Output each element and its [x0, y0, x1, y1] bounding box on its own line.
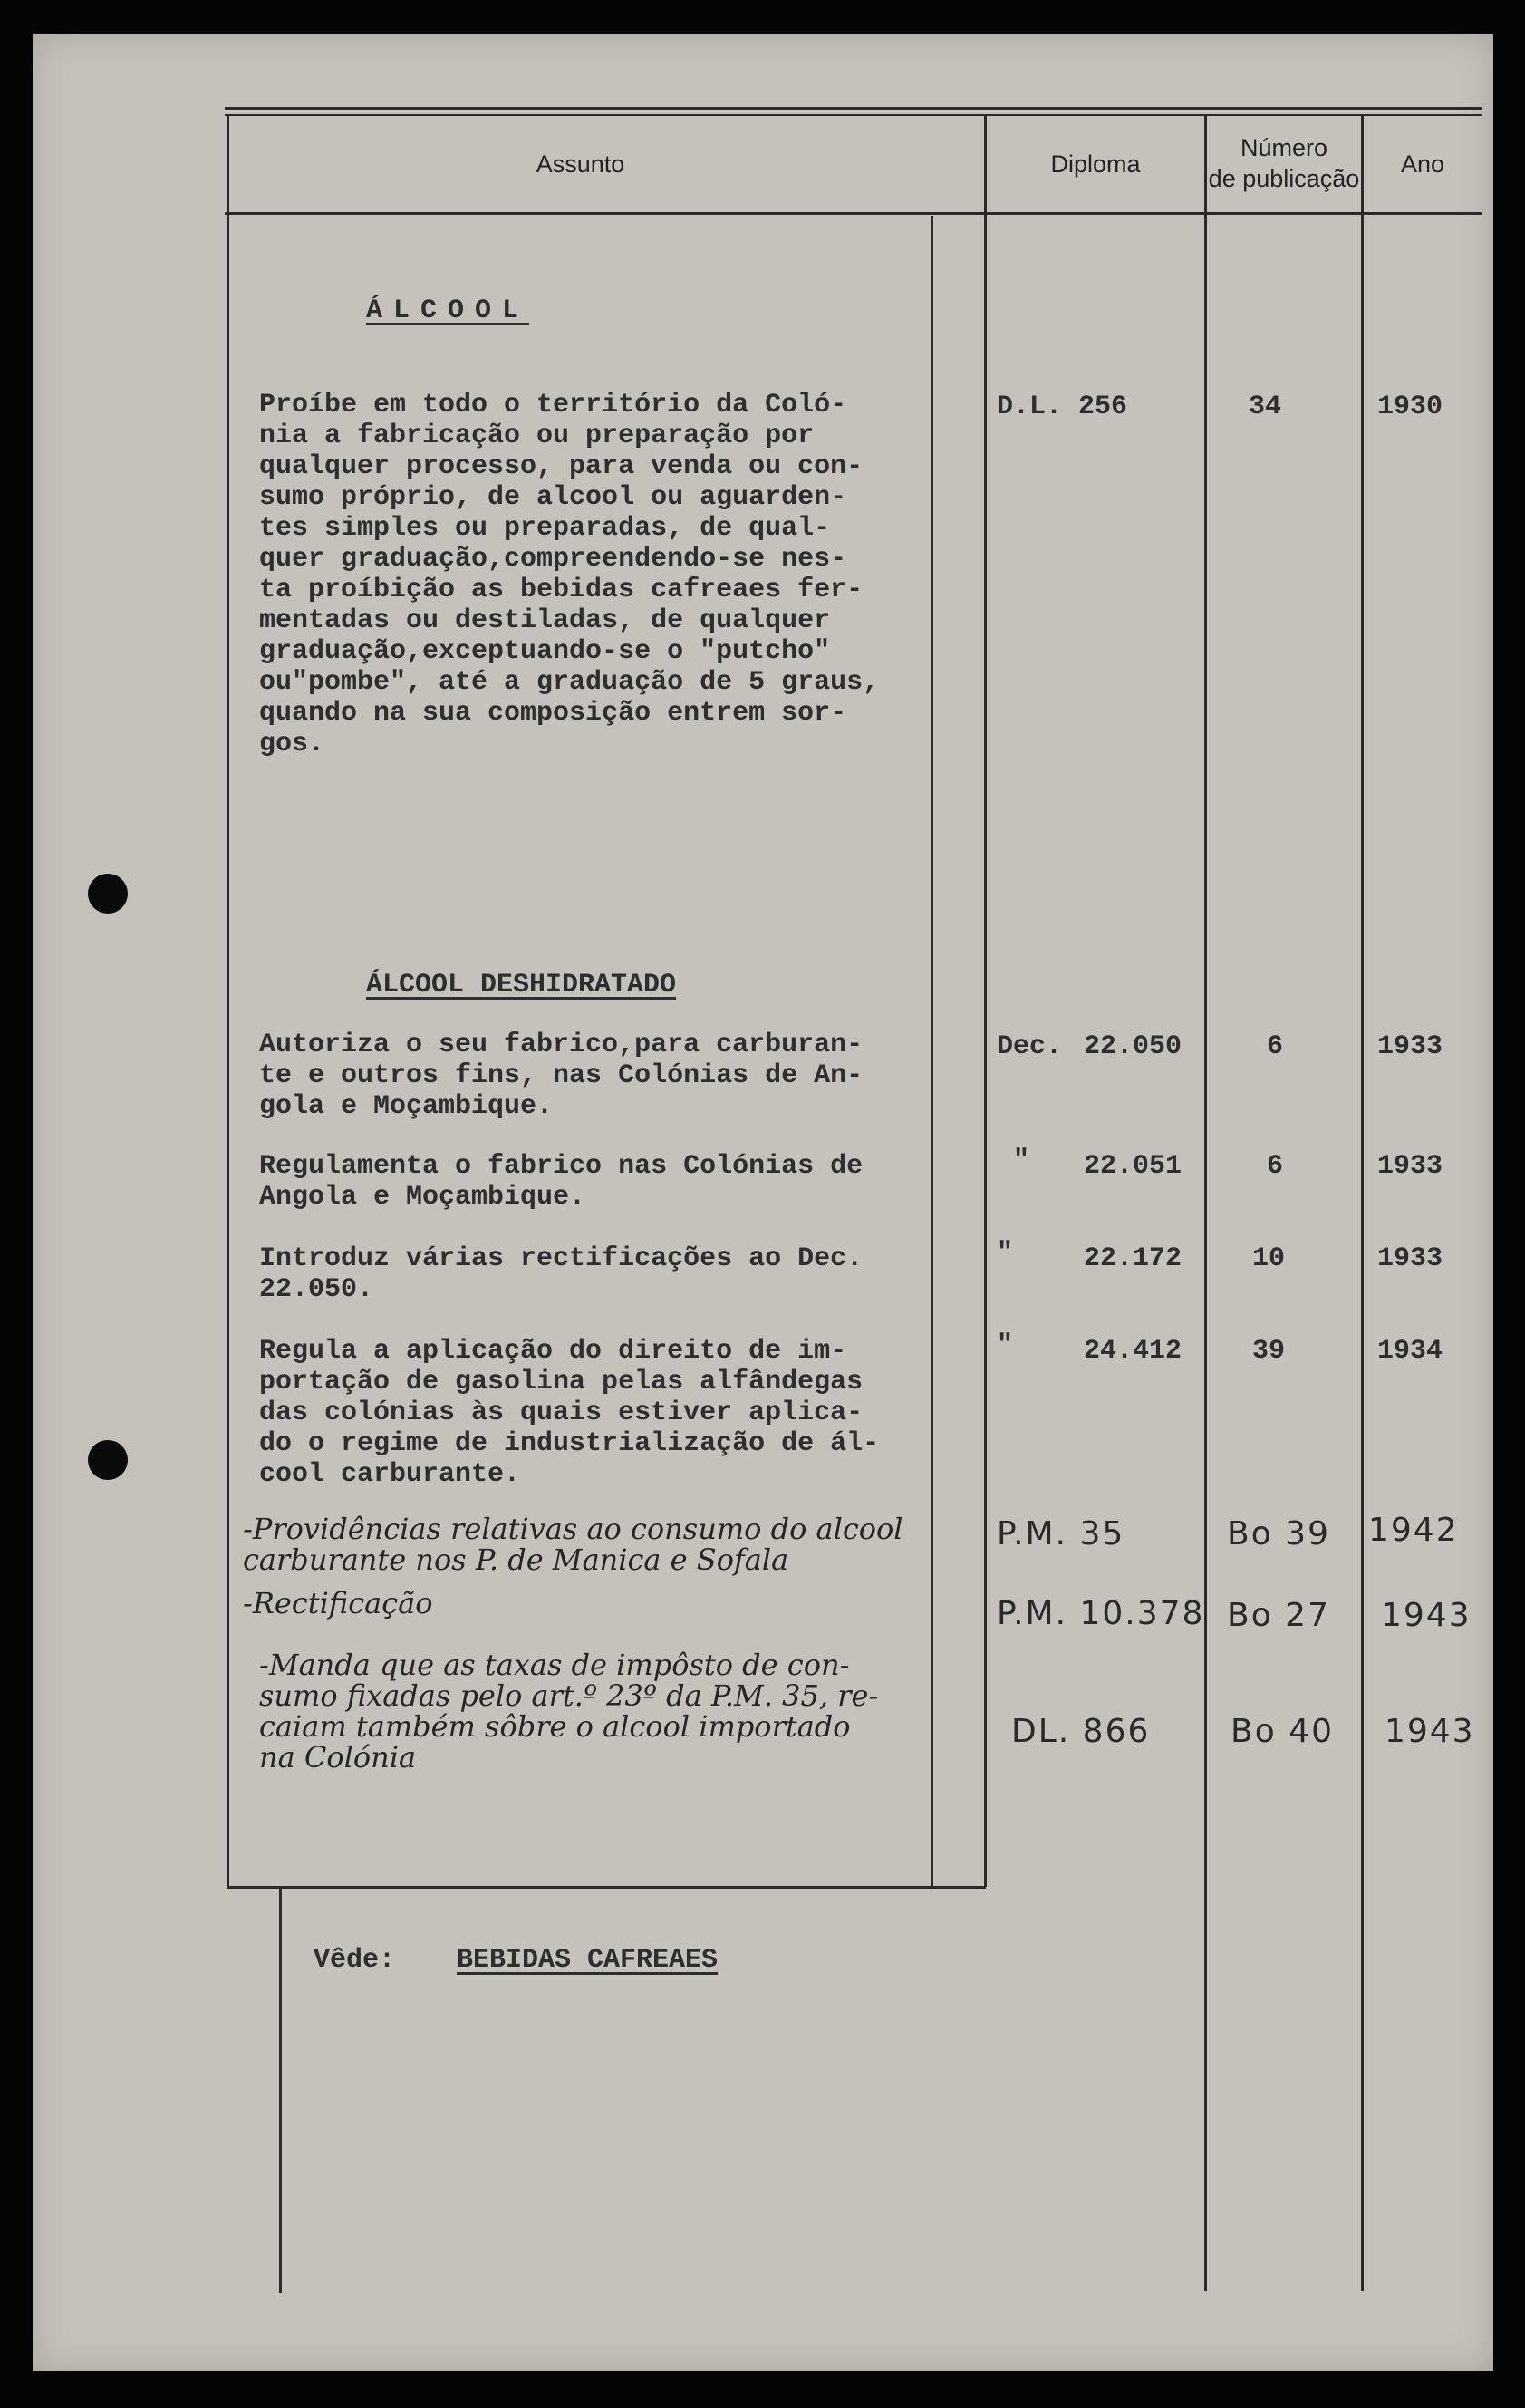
- desidratado-row-3-diploma-prefix: ": [997, 1238, 1014, 1269]
- punch-hole-top: [88, 874, 128, 914]
- index-card: [33, 34, 1493, 2371]
- assunto-inner-border: [931, 216, 933, 1887]
- handwritten-entry-3-numero: Bo 40: [1231, 1713, 1334, 1750]
- handwritten-entry-2-ano: 1943: [1381, 1597, 1472, 1634]
- alcool-diploma: D.L. 256: [997, 392, 1128, 422]
- handwritten-entry-2-numero: Bo 27: [1227, 1597, 1330, 1634]
- desidratado-row-4-text: Regula a aplicação do direito de im- portação de gasolina pelas alfândegas das colónias às quais estiver aplica- do o regime de industrialização de ál- cool carburante.: [259, 1336, 880, 1490]
- desidratado-section-title: ÁLCOOL DESHIDRATADO: [366, 970, 677, 1001]
- handwritten-entry-1-diploma: P.M. 35: [997, 1515, 1125, 1552]
- handwritten-entry-2-text: -Rectificação: [243, 1586, 433, 1620]
- alcool-ano: 1930: [1377, 392, 1443, 422]
- desidratado-row-3-ano: 1933: [1377, 1243, 1443, 1274]
- header-ano: Ano: [1400, 150, 1445, 178]
- handwritten-entry-3-diploma: DL. 866: [1011, 1713, 1151, 1750]
- desidratado-row-4-diploma-number: 24.412: [1084, 1336, 1182, 1367]
- top-rule-outer: [225, 107, 1482, 110]
- handwritten-entry-1-numero: Bo 39: [1227, 1515, 1330, 1552]
- handwritten-entry-1-text: -Providências relativas ao consumo do alcool carburante nos P. de Manica e Sofala: [243, 1512, 903, 1577]
- numero-left-border: [1204, 116, 1207, 2291]
- handwritten-entry-2-diploma: P.M. 10.378: [997, 1595, 1205, 1632]
- desidratado-row-1-text: Autoriza o seu fabrico,para carburan- te e outros fins, nas Colónias de An- gola e Moçambique.: [259, 1030, 864, 1122]
- footer-left-border: [279, 1889, 282, 2293]
- ano-left-border: [1361, 116, 1364, 2291]
- punch-hole-bottom: [88, 1440, 128, 1480]
- desidratado-row-2-numero: 6: [1267, 1151, 1284, 1182]
- header-numero-line2: de publicação: [1208, 165, 1360, 192]
- desidratado-row-1-ano: 1933: [1377, 1031, 1443, 1062]
- top-rule-inner: [225, 114, 1482, 116]
- desidratado-row-3-text: Introduz várias rectificações ao Dec. 22.050.: [259, 1243, 864, 1305]
- header-diploma: Diploma: [1050, 150, 1141, 178]
- header-numero-line1: Número: [1240, 134, 1328, 161]
- header-assunto: Assunto: [536, 150, 625, 178]
- handwritten-entry-1-ano: 1942: [1368, 1512, 1459, 1549]
- desidratado-row-2-diploma-number: 22.051: [1084, 1151, 1182, 1182]
- desidratado-row-2-diploma-prefix: ": [1013, 1146, 1030, 1176]
- desidratado-row-4-ano: 1934: [1377, 1336, 1443, 1367]
- alcool-numero: 34: [1249, 392, 1282, 422]
- header-bottom-rule: [225, 212, 1482, 215]
- handwritten-entry-3-ano: 1943: [1385, 1713, 1475, 1750]
- alcool-section-title: ÁLCOOL: [366, 295, 530, 326]
- desidratado-row-3-numero: 10: [1252, 1243, 1286, 1274]
- desidratado-row-4-diploma-prefix: ": [997, 1330, 1014, 1361]
- desidratado-row-1-numero: 6: [1267, 1031, 1284, 1062]
- alcool-description: Proíbe em todo o território da Coló- nia a fabricação ou preparação por qualquer processo, para venda ou con- sumo próprio, de alcool ou aguarden- tes simples ou preparadas, de qual- quer graduação,compreendendo-se nes- ta proíbição as bebidas cafreaes fer- mentadas ou destiladas, de qualquer graduação,exceptuando-se o "putcho" ou"pombe", até a graduação de 5 graus, quando na sua composição entrem sor- gos.: [259, 390, 880, 759]
- desidratado-row-2-ano: 1933: [1377, 1151, 1443, 1182]
- diploma-left-border: [984, 116, 987, 1887]
- vede-reference: BEBIDAS CAFREAES: [457, 1945, 719, 1976]
- desidratado-row-4-numero: 39: [1252, 1336, 1286, 1367]
- handwritten-entry-3-text: -Manda que as taxas de impôsto de con- sumo fixadas pelo art.º 23º da P.M. 35, re- caiam também sôbre o alcool importado na Colónia: [259, 1648, 879, 1775]
- section-divider-rule: [227, 1886, 986, 1889]
- vede-label: Vêde:: [314, 1945, 396, 1976]
- left-border: [227, 116, 229, 1887]
- desidratado-row-1-diploma-number: 22.050: [1084, 1031, 1182, 1062]
- desidratado-row-1-diploma-prefix: Dec.: [997, 1031, 1063, 1062]
- desidratado-row-2-text: Regulamenta o fabrico nas Colónias de Angola e Moçambique.: [259, 1151, 864, 1213]
- desidratado-row-3-diploma-number: 22.172: [1084, 1243, 1182, 1274]
